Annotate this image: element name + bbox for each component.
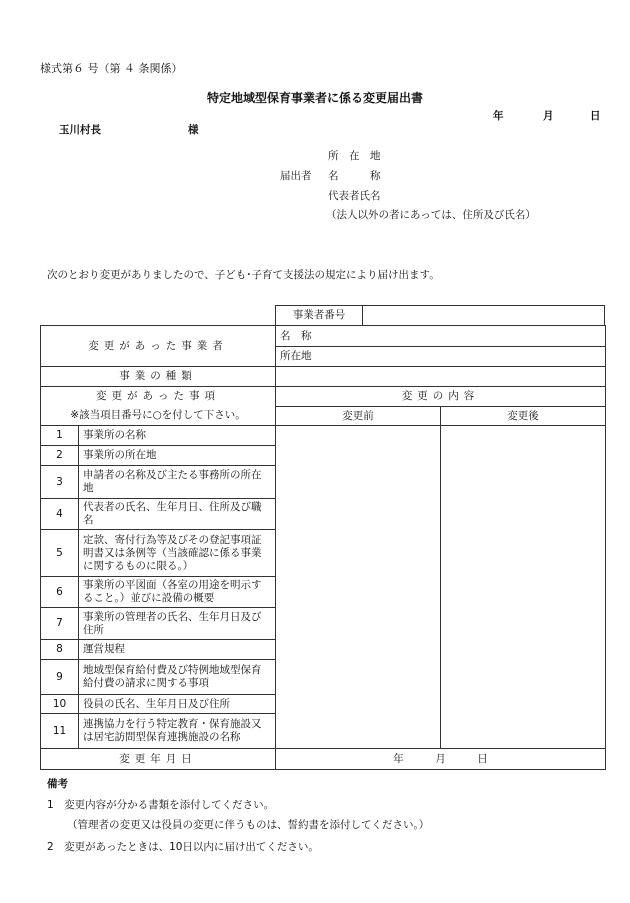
date-day-label: 日 bbox=[590, 110, 601, 122]
form-number: 様式第６ 号（第 ４ 条関係） bbox=[40, 62, 183, 75]
business-location-label: 所在地 bbox=[276, 347, 606, 367]
remark-line: 2 変更があったときは、10日以内に届け出てください。 bbox=[47, 841, 319, 853]
business-type-value[interactable] bbox=[276, 367, 606, 387]
page-title: 特定地域型保育事業者に係る変更届出書 bbox=[206, 91, 423, 105]
item-number[interactable]: 10 bbox=[41, 695, 79, 714]
change-form-table bbox=[40, 325, 606, 770]
submitter-note: （法人以外の者にあっては、住所及び氏名） bbox=[326, 209, 536, 221]
item-text: 代表者の氏名、生年月日、住所及び職名 bbox=[79, 499, 276, 530]
remark-line: 1 変更内容が分かる書類を添付してください。 bbox=[47, 799, 275, 811]
business-type-label: 事業の種類 bbox=[41, 367, 276, 387]
item-text: 役員の氏名、生年月日及び住所 bbox=[79, 695, 276, 714]
remark-line: （管理者の変更又は役員の変更に伴うものは、誓約書を添付してください。） bbox=[67, 819, 430, 831]
item-number[interactable]: 8 bbox=[41, 640, 79, 660]
before-content-area[interactable] bbox=[276, 426, 441, 749]
remarks-heading: 備考 bbox=[47, 778, 68, 790]
item-text: 定款、寄付行為等及びその登記事項証明書又は条例等（当該確認に係る事業に関するものに限る。） bbox=[79, 530, 276, 577]
addressee-honorific: 様 bbox=[188, 124, 199, 136]
addressee-name: 玉川村長 bbox=[59, 124, 101, 136]
item-number[interactable]: 1 bbox=[41, 426, 79, 446]
item-number[interactable]: 3 bbox=[41, 466, 79, 499]
date-year-label: 年 bbox=[493, 110, 504, 122]
change-items-note: ※該当項目番号に○を付して下さい。 bbox=[41, 407, 276, 426]
intro-text: 次のとおり変更がありましたので、子ども･子育て支援法の規定により届け出ます。 bbox=[47, 269, 440, 281]
change-date-value[interactable]: 年 月 日 bbox=[276, 749, 606, 770]
business-number-box bbox=[275, 305, 605, 325]
item-number[interactable]: 5 bbox=[41, 530, 79, 577]
date-month-label: 月 bbox=[543, 110, 554, 122]
change-items-label: 変更があった事項 bbox=[41, 387, 276, 407]
item-number[interactable]: 9 bbox=[41, 660, 79, 695]
business-name-label: 名 称 bbox=[276, 326, 606, 347]
business-label: 変更があった事業者 bbox=[41, 326, 276, 367]
item-text: 地域型保育給付費及び特例地域型保育給付費の請求に関する事項 bbox=[79, 660, 276, 695]
item-text: 事業所の平図面（各室の用途を明示すること。）並びに設備の概要 bbox=[79, 577, 276, 608]
item-number[interactable]: 4 bbox=[41, 499, 79, 530]
after-label: 変更後 bbox=[441, 407, 606, 426]
item-text: 申請者の名称及び主たる事務所の所在地 bbox=[79, 466, 276, 499]
item-number[interactable]: 7 bbox=[41, 608, 79, 640]
submitter-name-label: 名 称 bbox=[328, 170, 381, 182]
item-text: 事業所の名称 bbox=[79, 426, 276, 446]
item-text: 連携協力を行う特定教育・保育施設又は居宅訪問型保育連携施設の名称 bbox=[79, 714, 276, 749]
item-text: 事業所の管理者の氏名、生年月日及び住所 bbox=[79, 608, 276, 640]
submitter-address-label: 所 在 地 bbox=[328, 150, 381, 162]
change-date-label: 変更年月日 bbox=[41, 749, 276, 770]
item-text: 事業所の所在地 bbox=[79, 446, 276, 466]
submitter-rep-label: 代表者氏名 bbox=[328, 190, 381, 202]
item-number[interactable]: 11 bbox=[41, 714, 79, 749]
business-number-label: 事業者番号 bbox=[276, 306, 363, 325]
item-text: 運営規程 bbox=[79, 640, 276, 660]
before-label: 変更前 bbox=[276, 407, 441, 426]
item-number[interactable]: 6 bbox=[41, 577, 79, 608]
item-number[interactable]: 2 bbox=[41, 446, 79, 466]
submitter-label: 届出者 bbox=[280, 170, 312, 182]
change-content-label: 変更の内容 bbox=[276, 387, 606, 407]
after-content-area[interactable] bbox=[441, 426, 606, 749]
